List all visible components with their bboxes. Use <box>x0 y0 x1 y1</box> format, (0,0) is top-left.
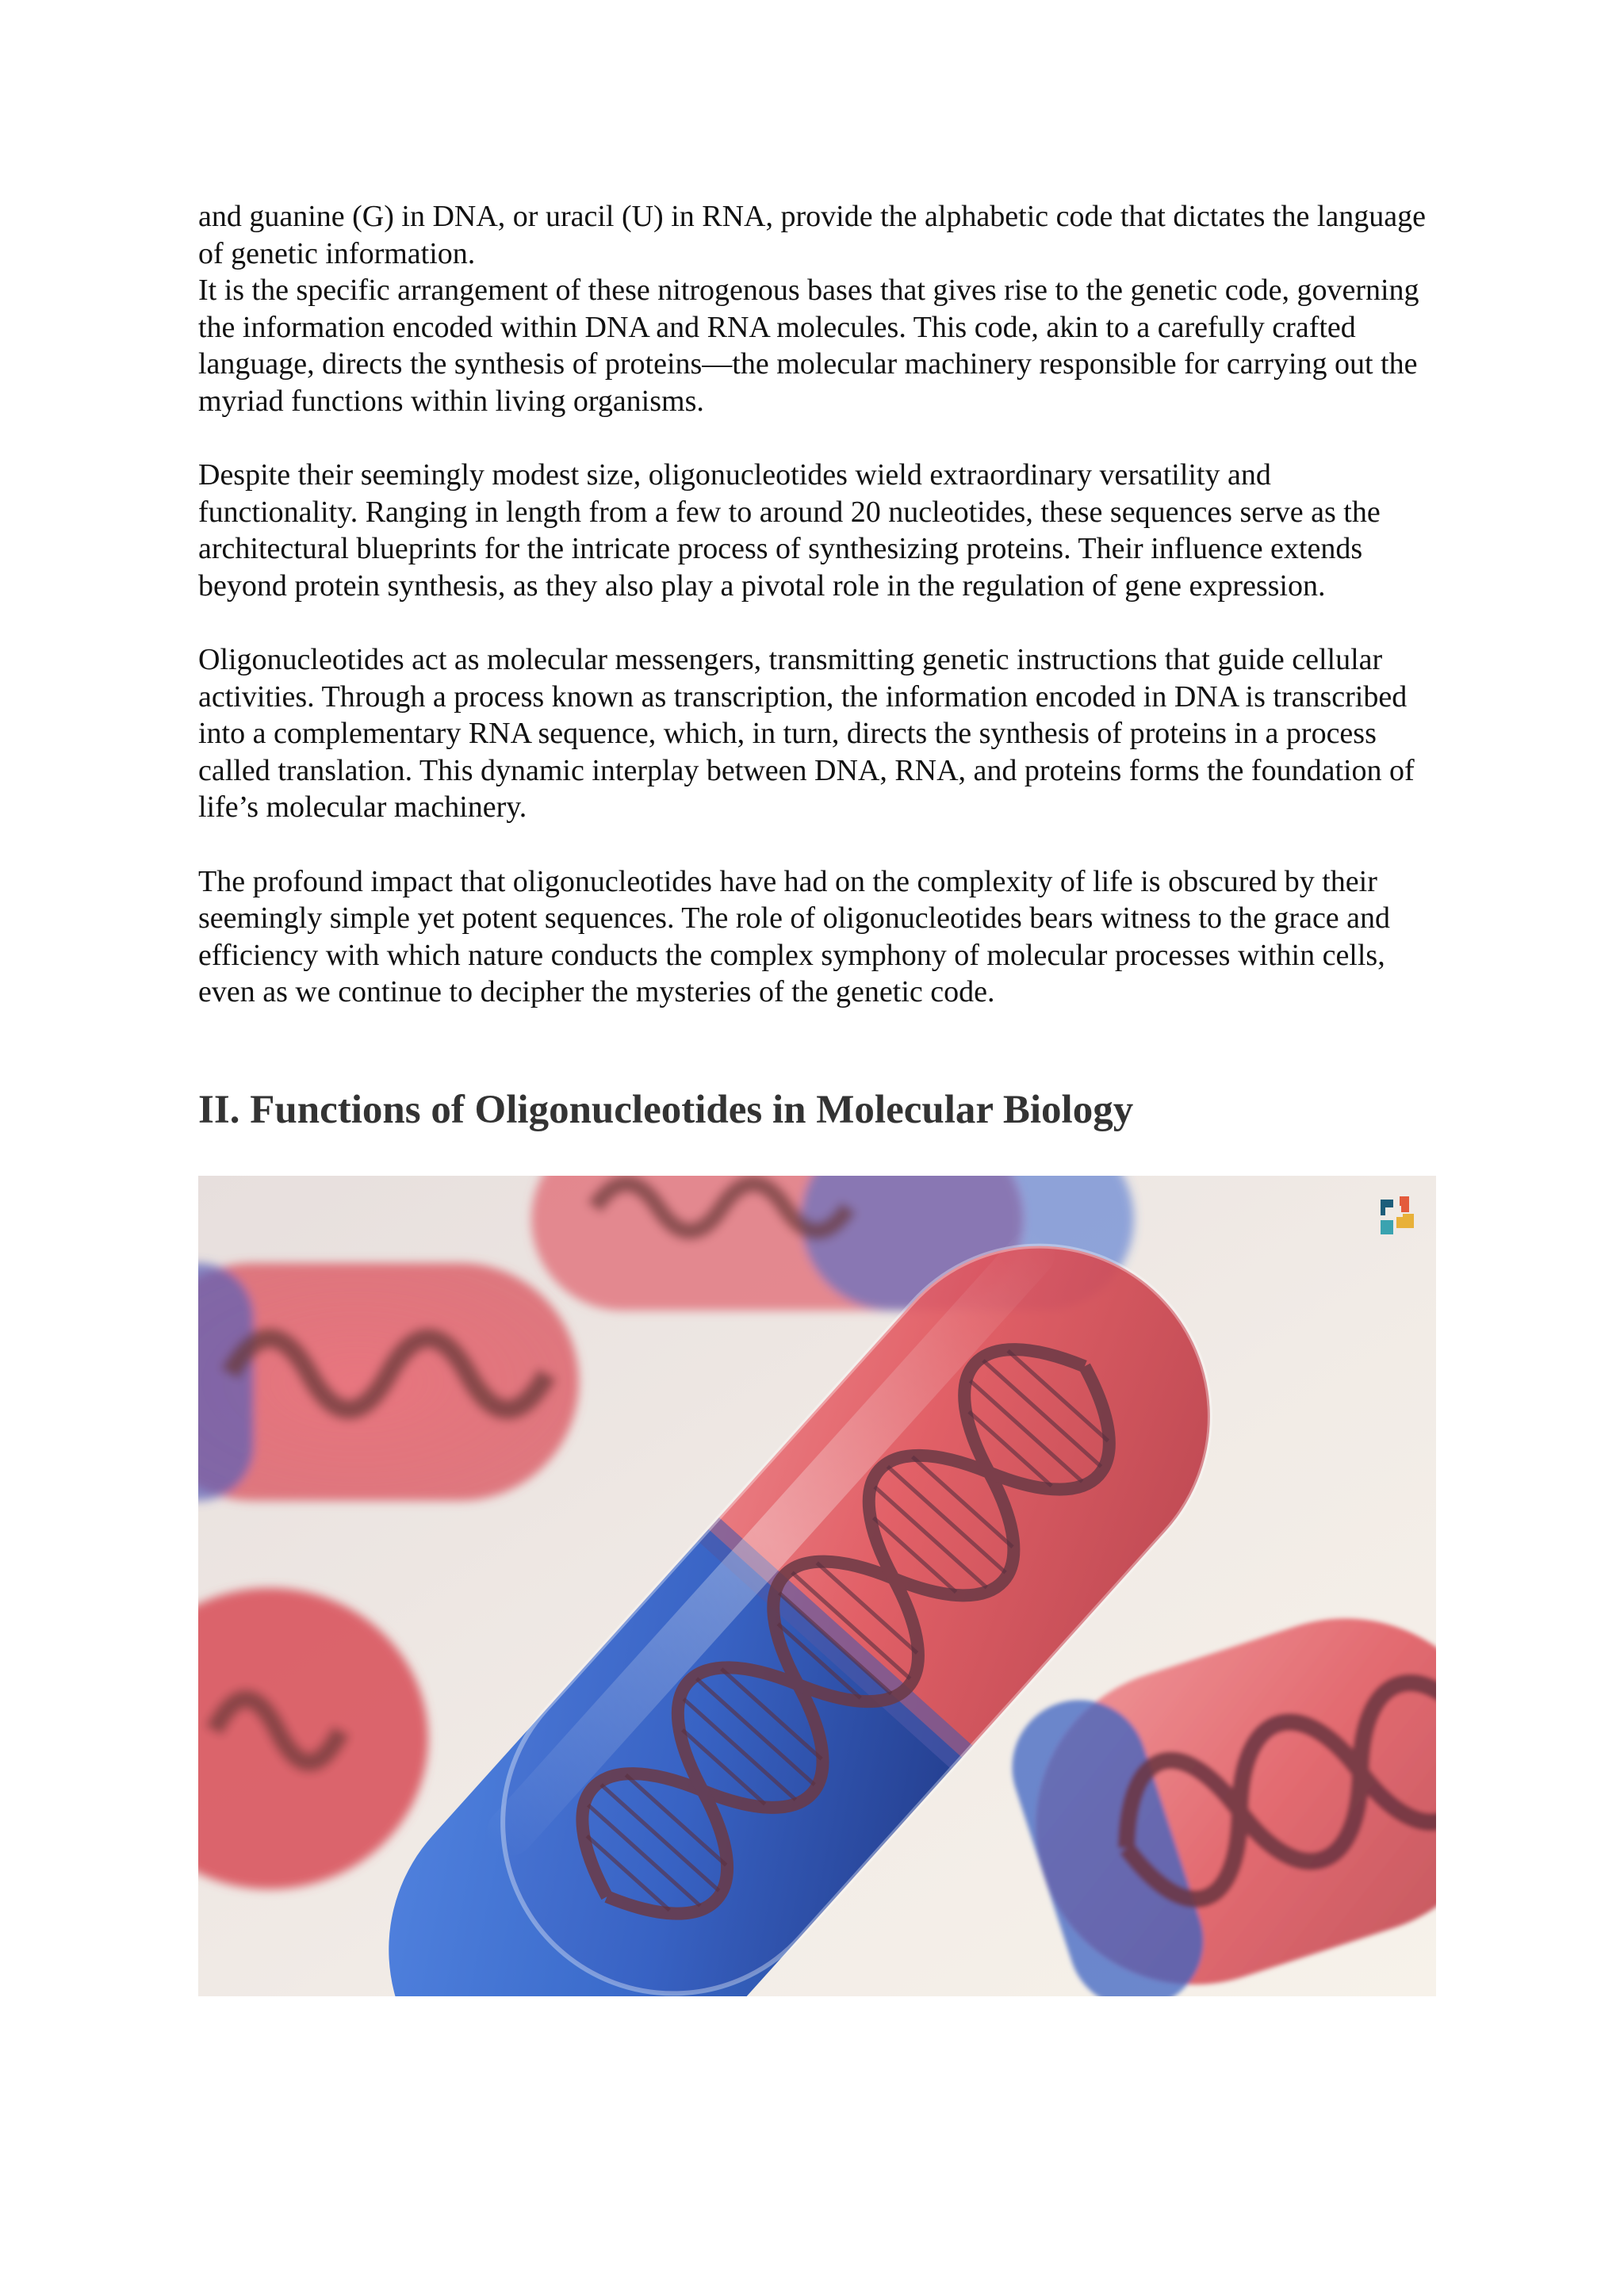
paragraph-profound-impact: The profound impact that oligonucleotides have had on the complexity of life is obscured by their seemingly simple yet potent sequences. The role of oligonucleotides bears witness to the grace and efficiency with which nature conducts the complex symphony of molecular processes within cells, even as we continue to decipher the mysteries of the genetic code. <box>198 864 1391 1008</box>
article-body <box>198 198 1435 1011</box>
dna-capsules-image <box>198 1176 1436 1996</box>
section-heading: II. Functions of Oligonucleotides in Molecular Biology <box>198 1088 1134 1132</box>
paragraph-genetic-code: It is the specific arrangement of these nitrogenous bases that gives rise to the genetic code, governing the information encoded within DNA and RNA molecules. This code, akin to a carefully crafted language, directs the synthesis of proteins—the molecular machinery responsible for carrying out the myriad functions within living organisms. <box>198 274 1419 418</box>
background-capsule-left <box>198 1263 579 1501</box>
paragraph-molecular-messengers: Oligonucleotides act as molecular messengers, transmitting genetic instructions that guide cellular activities. Through a process known as transcription, the information encoded in DNA is transcribed into a complementary RNA sequence, which, in turn, directs the synthesis of proteins in a process called translation. This dynamic interplay between DNA, RNA, and proteins forms the foundation of life’s molecular machinery. <box>198 643 1415 824</box>
puzzle-logo-icon <box>1374 1193 1419 1238</box>
paragraph-versatility: Despite their seemingly modest size, oligonucleotides wield extraordinary versatility and functionality. Ranging in length from a few to around 20 nucleotides, these sequences serve as the architectural blueprints for the intricate process of synthesizing proteins. Their influence extends beyond protein synthesis, as they also play a pivotal role in the regulation of gene expression. <box>198 458 1381 603</box>
dna-capsules-illustration <box>198 1176 1436 1996</box>
paragraph-genetic-alphabet: and guanine (G) in DNA, or uracil (U) in RNA, provide the alphabetic code that dictates the language of genetic information. <box>198 200 1426 270</box>
